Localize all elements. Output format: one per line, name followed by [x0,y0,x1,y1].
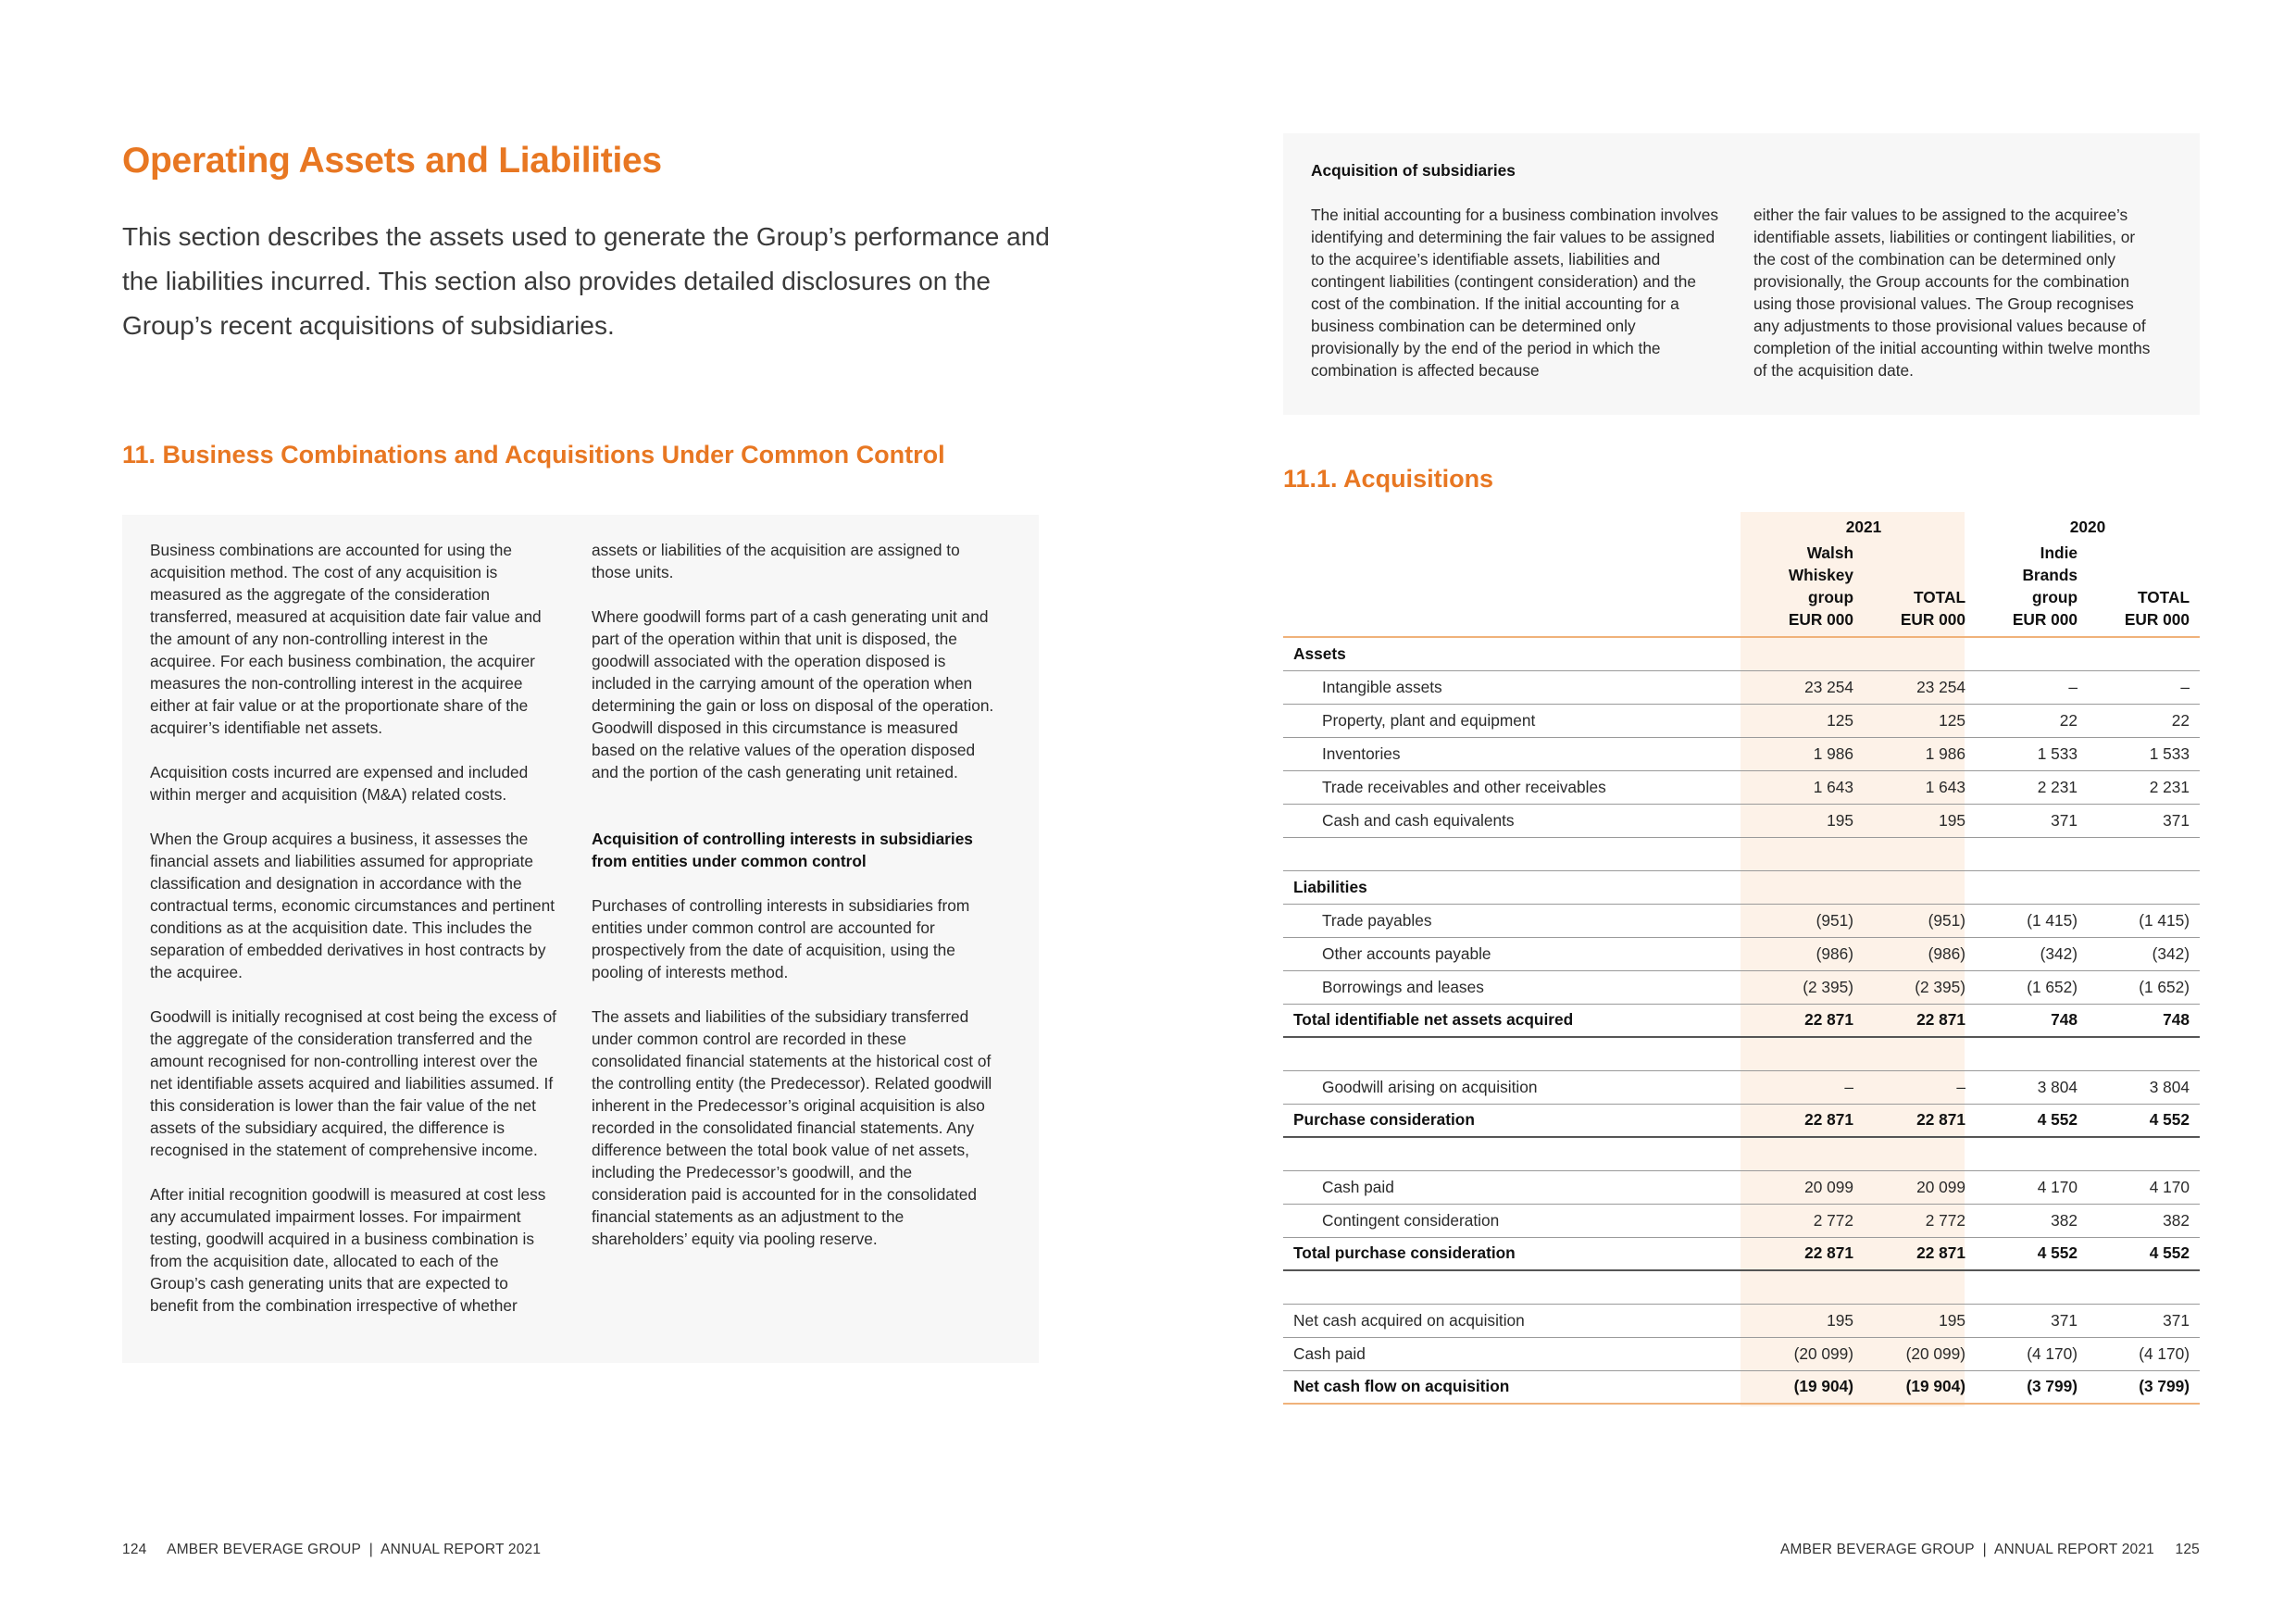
table-cell: 4 552 [2088,1237,2200,1270]
row-label: Total identifiable net assets acquired [1283,1004,1752,1037]
row-label: Goodwill arising on acquisition [1283,1070,1752,1104]
table-cell: 22 871 [1864,1104,1976,1137]
table-cell [1864,1137,1976,1170]
row-label: Contingent consideration [1283,1204,1752,1237]
table-cell: 748 [2088,1004,2200,1037]
table-cell: 195 [1752,1304,1864,1337]
table-cell: (3 799) [2088,1370,2200,1404]
table-cell: 4 170 [2088,1170,2200,1204]
paragraph: assets or liabilities of the acquisition are assigned to those units. [592,541,960,581]
table-cell: (1 652) [2088,970,2200,1004]
row-label [1283,1037,1752,1070]
table-cell: (20 099) [1864,1337,1976,1370]
table-cell: 195 [1864,1304,1976,1337]
column-header: Walsh Whiskey group EUR 000 [1752,542,1864,637]
table-cell: (20 099) [1752,1337,1864,1370]
box-column-2: either the fair values to be assigned to the acquiree’s identifiable assets, liabilities or contingent liabilities, or the cost of the combination can be determined only provisionally, the Group accounts for the combination using those provisional values. The Group recognises any adjustments to those provisional values because of completion of the initial accounting within twelve months of the acquisition date. [1753,206,2151,380]
table-row [1283,1137,2200,1170]
table-cell: (951) [1864,904,1976,937]
table-row [1283,904,2200,937]
table-cell: 4 552 [2088,1104,2200,1137]
row-label: Inventories [1283,737,1752,770]
column-header: TOTAL EUR 000 [1864,542,1976,637]
row-label: Net cash flow on acquisition [1283,1370,1752,1404]
table-row [1283,970,2200,1004]
row-label: Intangible assets [1283,670,1752,704]
policy-column-1 [150,539,557,1339]
column-header: TOTAL EUR 000 [2088,542,2200,637]
table-cell: 22 871 [1752,1237,1864,1270]
table-cell [1976,1137,2088,1170]
table-cell: 4 552 [1976,1104,2088,1137]
table-row [1283,804,2200,837]
table-row [1283,1070,2200,1104]
row-label: Purchase consideration [1283,1104,1752,1137]
row-label: Cash and cash equivalents [1283,804,1752,837]
column-header-row [1283,542,2200,637]
table-row [1283,1270,2200,1304]
row-label: Total purchase consideration [1283,1237,1752,1270]
table-cell: 2 772 [1752,1204,1864,1237]
table-cell: 1 986 [1864,737,1976,770]
table-cell: (19 904) [1752,1370,1864,1404]
row-label [1283,837,1752,870]
table-cell [1752,837,1864,870]
paragraph: After initial recognition goodwill is measured at cost less any accumulated impairment losses. For impairment testing, goodwill acquired in a business combination is from the acquisition date, allocated to each of the Group’s cash generating units that are expected to benefit from the combination irrespective of whether [150,1185,546,1315]
table-row [1283,1204,2200,1237]
page-title: Operating Assets and Liabilities [122,141,662,181]
table-cell: – [1752,1070,1864,1104]
table-row [1283,737,2200,770]
table-cell: 22 [2088,704,2200,737]
table-cell: – [1976,670,2088,704]
acquisition-policy-box [1283,133,2200,415]
table-cell: 382 [1976,1204,2088,1237]
table-cell [1752,1137,1864,1170]
table-cell: 20 099 [1864,1170,1976,1204]
box-heading: Acquisition of subsidiaries [1311,161,1516,180]
row-label: Borrowings and leases [1283,970,1752,1004]
table-cell: 371 [1976,1304,2088,1337]
table-cell: 1 643 [1864,770,1976,804]
row-label [1283,1137,1752,1170]
row-label: Assets [1283,637,1752,670]
table-cell: (1 415) [1976,904,2088,937]
table-cell: 22 [1976,704,2088,737]
table-cell [2088,1137,2200,1170]
year-2020: 2020 [2069,517,2106,536]
table-cell: 2 772 [1864,1204,1976,1237]
table-row [1283,1337,2200,1370]
table-cell: (1 652) [1976,970,2088,1004]
table-row [1283,1037,2200,1070]
table-cell: 3 804 [2088,1070,2200,1104]
table-cell: 748 [1976,1004,2088,1037]
table-cell [1976,1037,2088,1070]
box-column-1: The initial accounting for a business combination involves identifying and determining the fair values to be assigned to the acquiree’s identifiable assets, liabilities and contingent liabilities (contingent consideration) and the cost of the combination. If the initial accounting for a business combination can be determined only provisionally by the end of the period in which the combination is affected because [1311,206,1718,380]
table-cell: 2 231 [1976,770,2088,804]
subsection-title: 11.1. Acquisitions [1283,465,1494,493]
row-label: Trade receivables and other receivables [1283,770,1752,804]
table-cell [1752,1270,1864,1304]
table-cell: 23 254 [1752,670,1864,704]
row-label: Property, plant and equipment [1283,704,1752,737]
table-cell: (951) [1752,904,1864,937]
table-cell [1864,1270,1976,1304]
column-header: Indie Brands group EUR 000 [1976,542,2088,637]
table-cell: 3 804 [1976,1070,2088,1104]
table-cell [2088,870,2200,904]
table-cell: 20 099 [1752,1170,1864,1204]
table-cell: 1 986 [1752,737,1864,770]
table-cell [1752,637,1864,670]
paragraph: Acquisition costs incurred are expensed and included within merger and acquisition (M&A) related costs. [150,763,529,804]
table-cell: 22 871 [1864,1237,1976,1270]
row-label [1283,1270,1752,1304]
table-cell: 23 254 [1864,670,1976,704]
row-label: Cash paid [1283,1170,1752,1204]
table-cell: (986) [1864,937,1976,970]
table-cell: 1 643 [1752,770,1864,804]
table-cell: 1 533 [2088,737,2200,770]
table-cell: 2 231 [2088,770,2200,804]
year-header-row [1283,512,2200,542]
table-cell [1752,870,1864,904]
table-cell: (19 904) [1864,1370,1976,1404]
subsection-heading: Acquisition of controlling interests in subsidiaries from entities under common control [592,830,973,870]
row-label: Net cash acquired on acquisition [1283,1304,1752,1337]
table-cell [1752,1037,1864,1070]
table-cell: (986) [1752,937,1864,970]
table-cell: 22 871 [1752,1104,1864,1137]
row-label: Trade payables [1283,904,1752,937]
row-label: Liabilities [1283,870,1752,904]
acquisitions-table [1283,512,2200,1405]
table-row [1283,1237,2200,1270]
table-cell [1864,837,1976,870]
table-row [1283,1370,2200,1404]
table-cell [2088,1037,2200,1070]
table-cell: 22 871 [1864,1004,1976,1037]
paragraph: Goodwill is initially recognised at cost being the excess of the aggregate of the consideration transferred and the amount recognised for non-controlling interest over the net identifiable assets acquired and liabilities assumed. If this consideration is lower than the fair value of the net assets of the subsidiary acquired, the difference is recognised in the statement of comprehensive income. [150,1007,556,1159]
row-label: Cash paid [1283,1337,1752,1370]
table-cell: 371 [2088,1304,2200,1337]
paragraph: Purchases of controlling interests in subsidiaries from entities under common control are accounted for prospectively from the date of acquisition, using the pooling of interests method. [592,896,970,981]
table-cell: (2 395) [1864,970,1976,1004]
table-cell: 1 533 [1976,737,2088,770]
table-cell: 125 [1864,704,1976,737]
table-cell [1864,637,1976,670]
policy-column-2 [592,539,999,1272]
table-row [1283,1170,2200,1204]
policy-box [122,515,1039,1363]
table-row [1283,1004,2200,1037]
paragraph: Business combinations are accounted for using the acquisition method. The cost of any acquisition is measured as the aggregate of the consideration transferred, measured at acquisition date fair value and the amount of any non-controlling interest in the acquiree. For each business combination, the acquirer measures the non-controlling interest in the acquiree either at fair value or at the proportionate share of the acquirer’s identifiable net assets. [150,541,542,737]
table-cell: (342) [2088,937,2200,970]
table-cell [1976,1270,2088,1304]
page-number: 125 [2175,1542,2200,1557]
footer-left [122,1542,541,1558]
table-cell: 4 552 [1976,1237,2088,1270]
table-row [1283,1304,2200,1337]
year-2021: 2021 [1845,517,1882,536]
table-cell: 382 [2088,1204,2200,1237]
table-row [1283,837,2200,870]
table-cell [1976,837,2088,870]
table-cell: (4 170) [2088,1337,2200,1370]
table-cell: (3 799) [1976,1370,2088,1404]
table-row [1283,637,2200,670]
table-row [1283,770,2200,804]
paragraph: The assets and liabilities of the subsidiary transferred under common control are recorded in these consolidated financial statements at the historical cost of the controlling entity (the Predecessor). Related goodwill inherent in the Predecessor’s original acquisition is also recorded in the consolidated financial statements. Any difference between the total book value of net assets, including the Predecessor’s goodwill, and the consideration paid is accounted for in the consolidated financial statements as an adjustment to the shareholders’ equity via pooling reserve. [592,1007,992,1248]
section-heading: 11. Business Combinations and Acquisitions Under Common Control [122,441,945,468]
section-intro: This section describes the assets used to generate the Group’s performance and the liabilities incurred. This section also provides detailed disclosures on the Group’s recent acquisitions of subsidiaries. [122,222,1050,340]
table-cell [1976,870,2088,904]
row-label: Other accounts payable [1283,937,1752,970]
table-cell: – [2088,670,2200,704]
table-row [1283,870,2200,904]
paragraph: When the Group acquires a business, it assesses the financial assets and liabilities assumed for appropriate classification and designation in accordance with the contractual terms, economic circumstances and pertinent conditions as at the acquisition date. This includes the separation of embedded derivatives in host contracts by the acquiree. [150,830,555,981]
table-row [1283,937,2200,970]
table-cell: 22 871 [1752,1004,1864,1037]
table-cell: 125 [1752,704,1864,737]
table-cell: (4 170) [1976,1337,2088,1370]
table-cell: 371 [1976,804,2088,837]
table-row [1283,1104,2200,1137]
table-cell [2088,837,2200,870]
table-cell [1976,637,2088,670]
table-cell [2088,1270,2200,1304]
table-cell [1864,1037,1976,1070]
table-cell [2088,637,2200,670]
table-cell: (2 395) [1752,970,1864,1004]
table-cell: 371 [2088,804,2200,837]
footer-text: AMBER BEVERAGE GROUP | ANNUAL REPORT 2021 [167,1542,542,1557]
footer-right [1780,1542,2200,1558]
table-row [1283,704,2200,737]
footer-text: AMBER BEVERAGE GROUP | ANNUAL REPORT 2021 [1779,1542,2154,1557]
table-cell: (342) [1976,937,2088,970]
table-row [1283,670,2200,704]
table-cell: 195 [1752,804,1864,837]
table-cell: – [1864,1070,1976,1104]
table-cell: 4 170 [1976,1170,2088,1204]
table-cell: (1 415) [2088,904,2200,937]
paragraph: Where goodwill forms part of a cash generating unit and part of the operation within that unit is disposed, the goodwill associated with the operation disposed is included in the carrying amount of the operation when determining the gain or loss on disposal of the operation. Goodwill disposed in this circumstance is measured based on the relative values of the operation disposed and the portion of the cash generating unit retained. [592,607,994,781]
table-cell [1864,870,1976,904]
page-number: 124 [122,1542,147,1557]
table-cell: 195 [1864,804,1976,837]
